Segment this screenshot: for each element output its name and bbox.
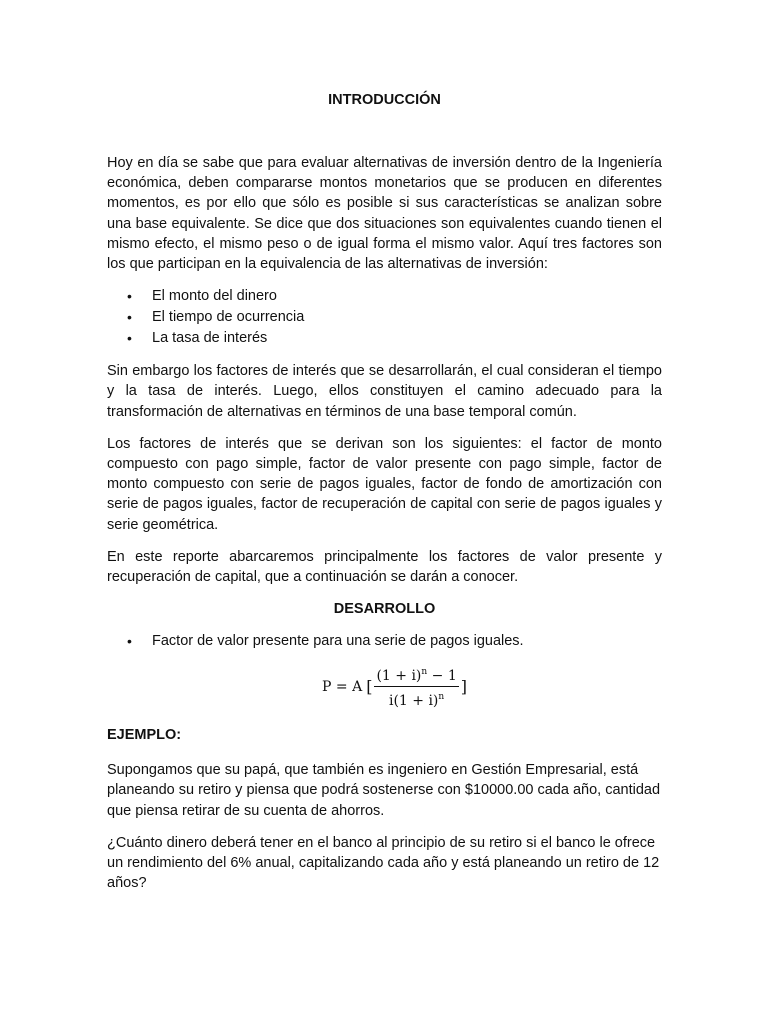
bullet-icon: •	[127, 330, 132, 347]
numerator-exponent: n	[421, 667, 428, 678]
intro-heading: INTRODUCCIÓN	[328, 92, 441, 108]
list-item	[107, 307, 662, 328]
list-item-text: La tasa de interés	[152, 330, 268, 347]
document-page	[107, 90, 662, 905]
numerator-base: (1 + i)	[376, 668, 422, 685]
development-list	[107, 631, 662, 652]
formula-numerator	[374, 664, 458, 687]
list-item-text: El tiempo de ocurrencia	[152, 309, 305, 326]
example-paragraph-2: ¿Cuánto dinero deberá tener en el banco al principio de su retiro si el banco le ofrece un rendimiento del 6% anual, capitalizando cada año y está planeando un retiro de 12 años?	[107, 834, 660, 892]
present-value-formula	[107, 664, 662, 709]
denominator-base: i(1 + i)	[388, 693, 439, 710]
formula-close-bracket: ]	[460, 677, 467, 697]
formula-fraction	[374, 664, 458, 709]
paragraph-4: En este reporte abarcaremos principalmente los factores de valor presente y recuperación de capital, que a continuación se darán a conocer.	[107, 548, 662, 586]
formula-lhs: P = A	[322, 678, 363, 695]
list-item	[107, 286, 662, 307]
development-heading: DESARROLLO	[333, 601, 436, 618]
list-item	[107, 328, 662, 349]
formula-open-bracket: [	[366, 677, 373, 697]
intro-paragraph: Hoy en día se sabe que para evaluar alternativas de inversión dentro de la Ingeniería económica, deben compararse montos monetarios que se producen en diferentes momentos, es por ello que sólo es posible si sus características se analizan sobre una base equivalente. Se dice que dos situaciones son equivalentes cuando tienen el mismo efecto, el mismo peso o de igual forma el mismo valor. Aquí tres factores son los que participan en la equivalencia de las alternativas de inversión:	[107, 155, 662, 273]
factors-list	[107, 286, 662, 349]
list-item-text: Factor de valor presente para una serie de pagos iguales.	[152, 633, 524, 650]
example-paragraph-1: Supongamos que su papá, que también es ingeniero en Gestión Empresarial, está planeando su retiro y piensa que podrá sostenerse con $10000.00 cada año, cantidad que piensa retirar de su cuenta de ahorros.	[107, 762, 661, 819]
bullet-icon: •	[127, 633, 132, 650]
formula-denominator	[389, 687, 444, 709]
list-item	[107, 631, 662, 652]
paragraph-2: Sin embargo los factores de interés que se desarrollarán, el cual consideran el tiempo y la tasa de interés. Luego, ellos constituyen el camino adecuado para la transformación de alternativas en términos de una base temporal común.	[107, 363, 662, 420]
denominator-exponent: n	[438, 692, 445, 703]
list-item-text: El monto del dinero	[152, 288, 277, 305]
example-heading: EJEMPLO:	[107, 727, 182, 744]
paragraph-3: Los factores de interés que se derivan son los siguientes: el factor de monto compuesto con pago simple, factor de valor presente con pago simple, factor de monto compuesto con serie de pagos iguales, factor de fondo de amortización con serie de pagos iguales, factor de recuperación de capital con serie de pagos iguales y serie geométrica.	[107, 435, 662, 533]
bullet-icon: •	[127, 309, 132, 326]
bullet-icon: •	[127, 288, 132, 305]
numerator-tail: − 1	[427, 668, 457, 685]
